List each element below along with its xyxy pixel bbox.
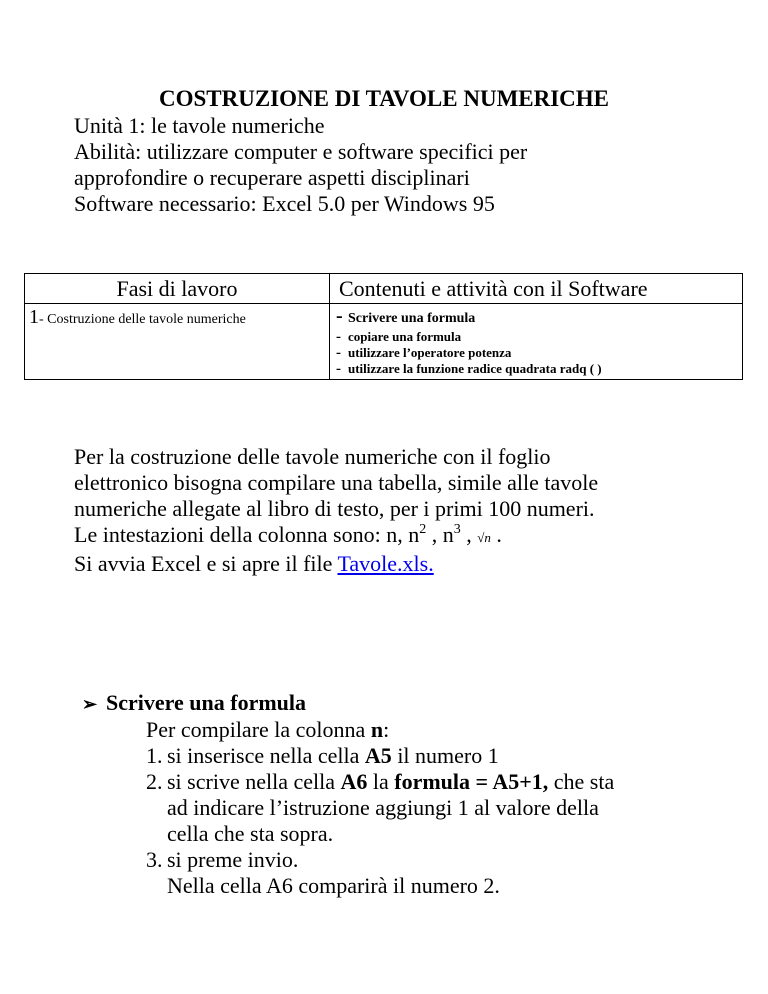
list-item: - Scrivere una formula (336, 305, 476, 327)
header-phases: Fasi di lavoro (25, 274, 330, 304)
document-title: COSTRUZIONE DI TAVOLE NUMERICHE (158, 86, 610, 111)
unit-line: Unità 1: le tavole numeriche (74, 113, 325, 138)
phases-table (24, 273, 743, 380)
software-line: Software necessario: Excel 5.0 per Windows 95 (74, 191, 495, 216)
paragraph-line: numeriche allegate al libro di testo, per i primi 100 numeri. (74, 496, 595, 521)
header-contents: Contenuti e attività con il Software (330, 274, 743, 304)
table-row (25, 304, 743, 380)
file-link[interactable]: Tavole.xls. (337, 551, 434, 576)
section-heading: ➢ Scrivere una formula (82, 690, 307, 715)
arrow-bullet-icon: ➢ (82, 694, 98, 714)
list-item: - utilizzare l’operatore potenza (336, 345, 512, 361)
paragraph-line: Per la costruzione delle tavole numeriche con il foglio (74, 444, 551, 469)
skill-line-2: approfondire o recuperare aspetti disciplinari (74, 165, 470, 190)
activities-cell (330, 304, 743, 380)
open-file-line: Si avvia Excel e si apre il file Tavole.xls. (74, 551, 434, 576)
steps-list (82, 743, 614, 899)
phase-cell (25, 304, 330, 380)
intro-block (74, 113, 527, 217)
description-paragraph (74, 444, 598, 577)
paragraph-line: elettronico bisogna compilare una tabella, simile alle tavole (74, 470, 599, 495)
phase-number: 1 (29, 306, 39, 328)
skill-line-1: Abilità: utilizzare computer e software specifici per (74, 139, 528, 164)
sqrt-symbol: √n (477, 530, 491, 545)
formula-section (82, 690, 614, 899)
column-headings-line: Le intestazioni della colonna sono: n, $n^2$ , $n^3$ , √n . (74, 522, 502, 547)
section-intro: Per compilare la colonna n: (146, 717, 390, 742)
list-item: 2. si scrive nella cella A6 la formula = A5+1, che sta ad indicare l’istruzione aggiungi 1 al valore della cella che sta sopra. (146, 769, 615, 846)
list-item: - utilizzare la funzione radice quadrata radq ( ) (336, 361, 602, 377)
list-item: 1. si inserisce nella cella A5 il numero 1 (146, 743, 499, 768)
phase-text: - Costruzione delle tavole numeriche (39, 312, 246, 327)
list-item: - copiare una formula (336, 329, 462, 345)
list-item: 3. si preme invio. Nella cella A6 comparirà il numero 2. (146, 847, 500, 898)
table-header-row (25, 274, 743, 304)
